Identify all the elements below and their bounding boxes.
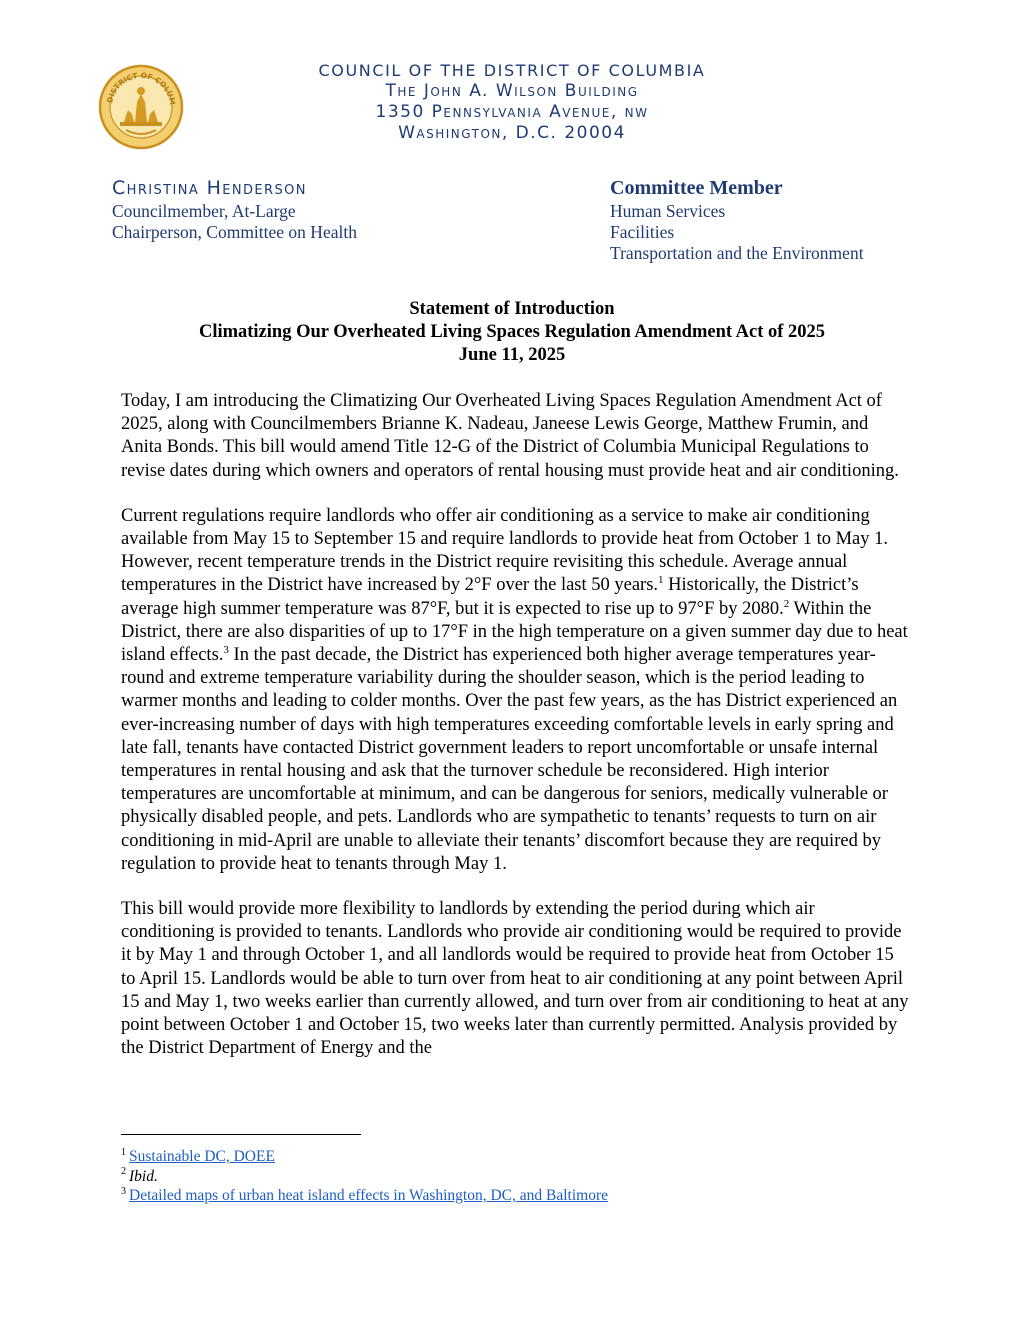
footnote-link-sustainable-dc[interactable]: Sustainable DC, DOEE: [129, 1148, 275, 1165]
committee-heading: Committee Member: [610, 177, 783, 199]
footnote-number: 3: [121, 1185, 126, 1197]
councilmember-name: Christina Henderson: [112, 177, 307, 199]
statement-date: June 11, 2025: [458, 345, 566, 365]
committee-block: [610, 177, 864, 264]
paragraph-1: Today, I am introducing the Climatizing Our Overheated Living Spaces Regulation Amendment Act of 2025, along with Councilmembers Brianne K. Nadeau, Janeese Lewis George, Matthew Frumin, and Anita Bonds. This bill would amend Title 12-G of the District of Columbia Municipal Regulations to revise dates during which owners and operators of rental housing must provide heat and air conditioning.: [121, 391, 899, 481]
footnotes: [121, 1147, 608, 1206]
building-name: The John A. Wilson Building: [385, 81, 639, 101]
footnote-divider: [121, 1134, 361, 1135]
footnote-link-heat-island-maps[interactable]: Detailed maps of urban heat island effects in Washington, DC, and Baltimore: [129, 1187, 608, 1204]
footnote-ref-3[interactable]: 3: [223, 643, 229, 656]
statement-title-block: [0, 298, 1024, 367]
paragraph-2-text: Current regulations require landlords who offer air conditioning as a service to make air conditioning available from May 15 to September 15 and require landlords to provide heat from October 1 to May 1. However, recent temperature trends in the District require revisiting this schedule. Average annual temperatures in the District have increased by 2°F over the last 50 years.: [121, 505, 889, 596]
councilmember-chair: Chairperson, Committee on Health: [112, 222, 357, 242]
footnote-2: [121, 1167, 608, 1187]
statement-body: [121, 390, 911, 1082]
bill-title: Climatizing Our Overheated Living Spaces Regulation Amendment Act of 2025: [198, 322, 826, 342]
statement-title: Statement of Introduction: [409, 299, 615, 319]
street-address: 1350 Pennsylvania Avenue, nw: [375, 102, 649, 122]
council-name: COUNCIL OF THE DISTRICT OF COLUMBIA: [318, 61, 706, 80]
letterhead: [200, 60, 824, 144]
footnote-number: 2: [121, 1166, 126, 1178]
councilmember-role: Councilmember, At-Large: [112, 201, 296, 221]
committee-item: Facilities: [610, 222, 675, 242]
paragraph-2-text: In the past decade, the District has experienced both higher average temperatures year-round and extreme temperature variability during the shoulder season, which is the period leading to warmer months and leading to colder months. Over the past few years, as the has District experienced an ever-increasing number of days with high temperatures exceeding comfortable levels in early spring and late fall, tenants have contacted District government leaders to report uncomfortable or unsafe internal temperatures in rental housing and ask that the turnover schedule be reconsidered. High interior temperatures are uncomfortable at minimum, and can be dangerous for seniors, medically vulnerable or physically disabled people, and pets. Landlords who are sympathetic to tenants’ requests to turn on air conditioning in mid-April are unable to alleviate their tenants’ discomfort because they are required by regulation to provide heat to tenants through May 1.: [121, 645, 898, 874]
paragraph-2-text: Within the District, there are also disparities of up to 17°F in the high temperature on a given summer day due to heat island effects.: [121, 598, 908, 666]
city-address: Washington, D.C. 20004: [398, 123, 626, 143]
committee-item: Transportation and the Environment: [610, 243, 864, 263]
paragraph-2: [121, 505, 911, 876]
footnote-ibid: Ibid.: [129, 1167, 158, 1185]
footnote-3: [121, 1186, 608, 1206]
footnote-ref-2[interactable]: 2: [783, 597, 790, 610]
footnote-ref-1[interactable]: 1: [658, 574, 664, 587]
footnote-number: 1: [121, 1146, 126, 1158]
svg-text:DISTRICT OF COLUMBIA: DISTRICT OF COLUM: [105, 70, 178, 106]
paragraph-3: This bill would provide more flexibility to landlords by extending the period during which air conditioning is provided to tenants. Landlords who provide air conditioning would be required to provide it by May 1 and through October 1, and all landlords would be required to provide heat from October 15 to April 15. Landlords would be able to turn over from heat to air conditioning at any point between April 15 and May 1, two weeks earlier than currently allowed, and turn over from air conditioning to heat at any point between October 1 and October 15, two weeks later than currently permitted. Analysis provided by the District Department of Energy and the: [121, 899, 909, 1059]
footnote-1: [121, 1147, 608, 1167]
paragraph-2-text: Historically, the District’s average high summer temperature was 87°F, but it is expected to rise up to 97°F by 2080.: [121, 575, 859, 619]
committee-item: Human Services: [610, 201, 726, 221]
council-seal-icon: [98, 64, 184, 150]
councilmember-block: [112, 177, 357, 243]
